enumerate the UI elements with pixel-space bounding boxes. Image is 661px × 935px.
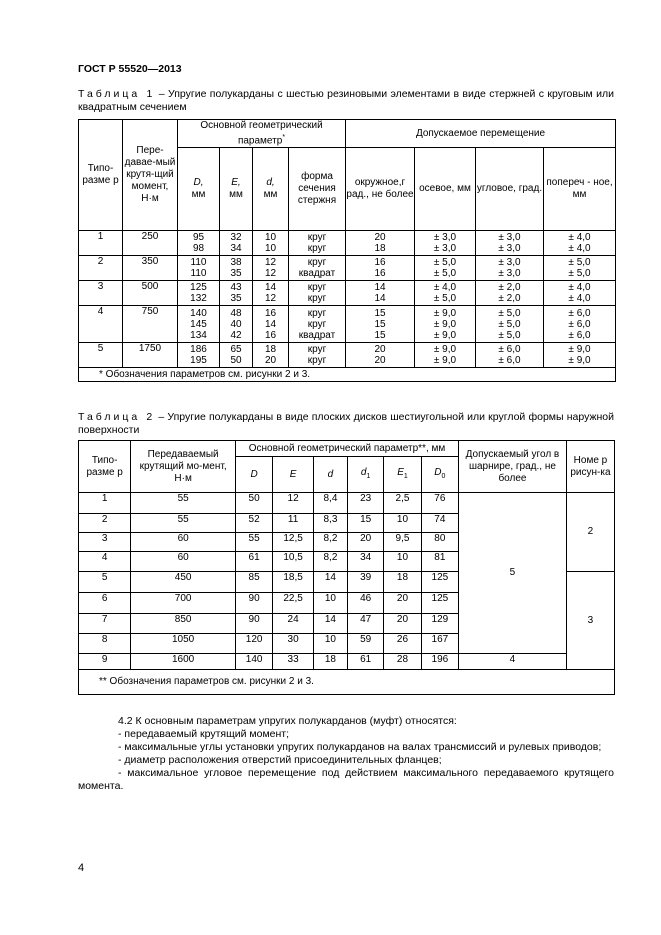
table2-cell-D: 61 bbox=[235, 552, 272, 572]
table2-cell-angle-group1: 5 bbox=[459, 493, 567, 654]
table1-cell-E bbox=[220, 343, 253, 368]
table2-caption-text: – Упругие полукарданы в виде плоских дисков шестиугольной или круглой формы наружной поверхности bbox=[78, 411, 614, 436]
table1-cell-D bbox=[178, 256, 220, 281]
table1-cell-D-line: 195 bbox=[190, 355, 207, 367]
table2-cell-E: 24 bbox=[273, 614, 314, 634]
table2-cell-torque: 60 bbox=[131, 533, 236, 552]
table1-header-D: D, мм bbox=[178, 148, 220, 231]
table2-header-E1: $E_1$ bbox=[384, 457, 421, 493]
table1-cell-shape-line: круг bbox=[307, 257, 327, 269]
table1-cell-torque: 250 bbox=[123, 231, 178, 256]
table1-cell-angular bbox=[476, 343, 544, 368]
table2-cell-E: 30 bbox=[273, 634, 314, 654]
table1-cell-angular-line: ± 2,0 bbox=[498, 282, 521, 294]
table2-caption-label: Таблица 2 bbox=[78, 411, 156, 423]
table1-note: * Обозначения параметров см. рисунки 2 и 3. bbox=[79, 368, 616, 382]
table1-cell-radial bbox=[544, 306, 616, 343]
table2-cell-d: 8,2 bbox=[313, 552, 347, 572]
table1-cell-D-line: 95 bbox=[192, 232, 205, 244]
table1-cell-shape-line: квадрат bbox=[298, 268, 336, 280]
table1-cell-circumferential-line: 16 bbox=[374, 268, 386, 280]
table1-cell-radial-line: ± 6,0 bbox=[568, 318, 591, 330]
table1-cell-type: 2 bbox=[79, 256, 123, 281]
table1-cell-d-line: 12 bbox=[264, 293, 277, 305]
table1-header-shape: форма сечения стержня bbox=[289, 148, 346, 231]
table1-cell-d-line: 18 bbox=[264, 344, 277, 356]
table1-cell-D-line: 125 bbox=[190, 282, 207, 294]
table1-cell-circumferential-line: 15 bbox=[374, 318, 386, 330]
table1-cell-radial bbox=[544, 281, 616, 306]
table1-cell-D bbox=[178, 231, 220, 256]
table2-cell-type: 5 bbox=[79, 572, 131, 593]
table2-cell-D0: 129 bbox=[421, 614, 458, 634]
table1-row bbox=[79, 343, 616, 368]
table1-cell-radial-line: ± 5,0 bbox=[568, 257, 591, 269]
table2-cell-type: 6 bbox=[79, 593, 131, 614]
table1-cell-E-line: 35 bbox=[230, 268, 242, 280]
table2-caption bbox=[78, 411, 614, 437]
table1-cell-axial bbox=[415, 306, 476, 343]
table1-cell-D-line: 110 bbox=[190, 257, 207, 269]
table2-cell-torque: 60 bbox=[131, 552, 236, 572]
table2-header-geom: Основной геометрический параметр**, мм bbox=[235, 441, 458, 457]
table1-cell-axial bbox=[415, 343, 476, 368]
table1-cell-E-line: 65 bbox=[230, 344, 242, 356]
table1-cell-axial-line: ± 9,0 bbox=[433, 329, 457, 341]
section-lead: 4.2 К основным параметрам упругих полукарданов (муфт) относятся: bbox=[118, 715, 457, 727]
table1-cell-shape bbox=[289, 256, 346, 281]
table1-cell-torque: 350 bbox=[123, 256, 178, 281]
table1-cell-D-line: 145 bbox=[190, 318, 207, 330]
page-number: 4 bbox=[78, 862, 85, 874]
table2-cell-D: 52 bbox=[235, 514, 272, 533]
table2-cell-d1: 61 bbox=[348, 654, 384, 670]
table1-caption-text: – Упругие полукарданы с шестью резиновыми элементами в виде стержней с круговым или квадратным сечением bbox=[78, 88, 614, 113]
table1-cell-axial-line: ± 9,0 bbox=[433, 344, 457, 356]
table1-cell-axial-line: ± 5,0 bbox=[433, 268, 457, 280]
table1-header-E: E, мм bbox=[220, 148, 253, 231]
table2-cell-E1: 20 bbox=[384, 614, 421, 634]
table2-cell-torque: 55 bbox=[131, 514, 236, 533]
table1-cell-d-line: 10 bbox=[264, 232, 277, 244]
table1-cell-circumferential bbox=[346, 306, 415, 343]
table2-cell-figure-group1: 2 bbox=[566, 493, 614, 572]
document-id: ГОСТ Р 55520—2013 bbox=[78, 63, 182, 75]
table1-cell-axial-line: ± 5,0 bbox=[433, 293, 457, 305]
table1-cell-circumferential-line: 15 bbox=[374, 307, 386, 319]
table1-cell-D-line: 186 bbox=[190, 344, 207, 356]
table1-cell-axial bbox=[415, 256, 476, 281]
table1-cell-shape-line: круг bbox=[307, 318, 327, 330]
table2-cell-type: 3 bbox=[79, 533, 131, 552]
table2-cell-D0: 74 bbox=[421, 514, 458, 533]
table2-header-D0: $D_0$ bbox=[421, 457, 458, 493]
table1-row bbox=[79, 306, 616, 343]
table1-cell-circumferential-line: 14 bbox=[374, 293, 386, 305]
table1-cell-axial-line: ± 9,0 bbox=[433, 307, 457, 319]
section-item: - максимальное угловое перемещение под действием максимального передаваемого крутящего момента. bbox=[78, 767, 614, 792]
table2-cell-type: 1 bbox=[79, 493, 131, 514]
table1-header-displacement: Допускаемое перемещение bbox=[346, 120, 616, 148]
table1-cell-shape-line: круг bbox=[307, 243, 327, 255]
table2-cell-d: 8,3 bbox=[313, 514, 347, 533]
table1-row bbox=[79, 231, 616, 256]
table1-cell-circumferential-line: 14 bbox=[374, 282, 386, 294]
table1-cell-circumferential-line: 20 bbox=[374, 232, 386, 244]
table2-header-angle: Допускаемый угол в шарнире, град., не более bbox=[459, 441, 567, 493]
table1-cell-E bbox=[220, 306, 253, 343]
table1-cell-circumferential bbox=[346, 281, 415, 306]
table2-cell-d: 14 bbox=[313, 572, 347, 593]
table1-cell-radial-line: ± 4,0 bbox=[568, 243, 591, 255]
table2-cell-E1: 20 bbox=[384, 593, 421, 614]
table2-header-figure: Номе р рисун-ка bbox=[566, 441, 614, 493]
table2-header-D: D bbox=[235, 457, 272, 493]
table1-cell-E-line: 40 bbox=[230, 318, 242, 330]
table1-cell-circumferential-line: 16 bbox=[374, 257, 386, 269]
table1-cell-circumferential bbox=[346, 343, 415, 368]
table1-cell-angular-line: ± 3,0 bbox=[498, 243, 521, 255]
table1-cell-shape-line: круг bbox=[307, 293, 327, 305]
table2-cell-D: 55 bbox=[235, 533, 272, 552]
table2-cell-torque: 850 bbox=[131, 614, 236, 634]
table2-cell-d1: 15 bbox=[348, 514, 384, 533]
table1-cell-D bbox=[178, 343, 220, 368]
table1-cell-E-line: 32 bbox=[230, 232, 242, 244]
table2-cell-type: 9 bbox=[79, 654, 131, 670]
table1-cell-angular-line: ± 3,0 bbox=[498, 268, 521, 280]
table1-cell-d-line: 20 bbox=[264, 355, 277, 367]
table1-cell-d-line: 16 bbox=[264, 329, 277, 341]
table1-cell-angular-line: ± 5,0 bbox=[498, 307, 521, 319]
table2-cell-D0: 76 bbox=[421, 493, 458, 514]
table1-cell-axial bbox=[415, 231, 476, 256]
table1-caption bbox=[78, 88, 614, 114]
table2-cell-E1: 2,5 bbox=[384, 493, 421, 514]
table1-cell-shape bbox=[289, 231, 346, 256]
table1-cell-angular-line: ± 5,0 bbox=[498, 329, 521, 341]
table2-cell-E1: 10 bbox=[384, 552, 421, 572]
table1-cell-radial-line: ± 6,0 bbox=[568, 307, 591, 319]
table2 bbox=[78, 440, 615, 695]
table1-cell-D-line: 132 bbox=[190, 293, 207, 305]
table1-cell-circumferential-line: 20 bbox=[374, 344, 386, 356]
table1-cell-axial-line: ± 5,0 bbox=[433, 257, 457, 269]
table1-cell-E bbox=[220, 281, 253, 306]
table1-cell-radial bbox=[544, 343, 616, 368]
table2-cell-E1: 26 bbox=[384, 634, 421, 654]
table1-cell-D-line: 110 bbox=[190, 268, 207, 280]
table2-cell-d1: 34 bbox=[348, 552, 384, 572]
table2-row bbox=[79, 654, 615, 670]
table1-cell-axial-line: ± 3,0 bbox=[433, 243, 457, 255]
table2-header-d1: $d_1$ bbox=[348, 457, 384, 493]
table1-cell-d-line: 10 bbox=[264, 243, 277, 255]
table1-row bbox=[79, 281, 616, 306]
table2-cell-figure-group2: 3 bbox=[566, 572, 614, 670]
table1-cell-D bbox=[178, 306, 220, 343]
table2-cell-torque: 55 bbox=[131, 493, 236, 514]
table1-header-d: d, мм bbox=[253, 148, 289, 231]
table1-cell-angular-line: ± 3,0 bbox=[498, 232, 521, 244]
table1-cell-radial bbox=[544, 256, 616, 281]
table2-cell-d: 18 bbox=[313, 654, 347, 670]
table1-cell-shape-line: квадрат bbox=[298, 329, 336, 341]
table1-cell-axial-line: ± 9,0 bbox=[433, 318, 457, 330]
table1-cell-shape bbox=[289, 306, 346, 343]
table1-cell-shape-line: круг bbox=[307, 232, 327, 244]
table1-cell-type: 3 bbox=[79, 281, 123, 306]
table1-cell-d bbox=[253, 231, 289, 256]
table1-cell-radial-line: ± 4,0 bbox=[568, 282, 591, 294]
table1-cell-angular bbox=[476, 256, 544, 281]
table2-cell-d1: 47 bbox=[348, 614, 384, 634]
table1-cell-E-line: 42 bbox=[230, 329, 242, 341]
table2-cell-D0: 125 bbox=[421, 593, 458, 614]
table1-cell-radial-line: ± 5,0 bbox=[568, 268, 591, 280]
table1-cell-axial-line: ± 3,0 bbox=[433, 232, 457, 244]
table1-cell-torque: 750 bbox=[123, 306, 178, 343]
table1-header-radial: попереч - ное, мм bbox=[544, 148, 616, 231]
section-item: - передаваемый крутящий момент; bbox=[118, 728, 290, 740]
table2-cell-torque: 1600 bbox=[131, 654, 236, 670]
table2-cell-E: 11 bbox=[273, 514, 314, 533]
table2-cell-d: 8,2 bbox=[313, 533, 347, 552]
table2-cell-type: 4 bbox=[79, 552, 131, 572]
table1-cell-angular-line: ± 2,0 bbox=[498, 293, 521, 305]
table1-cell-radial-line: ± 9,0 bbox=[568, 344, 591, 356]
table1-cell-d-line: 14 bbox=[264, 282, 277, 294]
table1-cell-shape-line: круг bbox=[307, 307, 327, 319]
table1-cell-shape bbox=[289, 343, 346, 368]
table2-row bbox=[79, 493, 615, 514]
table1-cell-axial bbox=[415, 281, 476, 306]
table1-cell-type: 1 bbox=[79, 231, 123, 256]
table2-header-E: E bbox=[273, 457, 314, 493]
table2-cell-E1: 9,5 bbox=[384, 533, 421, 552]
table1-cell-radial bbox=[544, 231, 616, 256]
table1-header-angular: угловое, град. bbox=[476, 148, 544, 231]
table1-cell-E-line: 34 bbox=[230, 243, 242, 255]
table1-cell-d bbox=[253, 306, 289, 343]
table2-cell-d1: 59 bbox=[348, 634, 384, 654]
table1-cell-angular-line: ± 6,0 bbox=[498, 355, 521, 367]
table1-cell-d bbox=[253, 256, 289, 281]
table2-cell-d: 10 bbox=[313, 593, 347, 614]
table2-cell-torque: 1050 bbox=[131, 634, 236, 654]
table2-header-d: d bbox=[313, 457, 347, 493]
table1-header-torque: Пере-давае-мый крутя-щий момент, Н·м bbox=[123, 120, 178, 231]
table2-cell-d1: 23 bbox=[348, 493, 384, 514]
table2-cell-D: 120 bbox=[235, 634, 272, 654]
table1-cell-radial-line: ± 4,0 bbox=[568, 293, 591, 305]
table1-cell-angular bbox=[476, 281, 544, 306]
table2-cell-E: 10,5 bbox=[273, 552, 314, 572]
table1-cell-type: 4 bbox=[79, 306, 123, 343]
section-4-2 bbox=[78, 715, 614, 793]
table1-cell-torque: 500 bbox=[123, 281, 178, 306]
table1-cell-E-line: 43 bbox=[230, 282, 242, 294]
table1-header-type: Типо-разме р bbox=[79, 120, 123, 231]
table2-cell-D: 90 bbox=[235, 593, 272, 614]
table2-cell-D0: 167 bbox=[421, 634, 458, 654]
table2-cell-E1: 18 bbox=[384, 572, 421, 593]
table1-cell-d-line: 16 bbox=[264, 307, 277, 319]
table1-cell-angular bbox=[476, 306, 544, 343]
table1-cell-E-line: 50 bbox=[230, 355, 242, 367]
table1-cell-E bbox=[220, 256, 253, 281]
table1-cell-circumferential bbox=[346, 231, 415, 256]
section-item: - максимальные углы установки упругих полукарданов на валах трансмиссий и рулевых приводов; bbox=[118, 741, 602, 753]
table2-cell-D: 90 bbox=[235, 614, 272, 634]
table2-cell-type: 8 bbox=[79, 634, 131, 654]
table1-cell-axial-line: ± 4,0 bbox=[433, 282, 457, 294]
table1-cell-E-line: 35 bbox=[230, 293, 242, 305]
section-item: - диаметр расположения отверстий присоединительных фланцев; bbox=[118, 754, 442, 766]
table1-row bbox=[79, 256, 616, 281]
table1-header-geom: Основной геометрический параметр* bbox=[178, 120, 346, 148]
table2-cell-E: 12,5 bbox=[273, 533, 314, 552]
table2-cell-d: 14 bbox=[313, 614, 347, 634]
table2-cell-D0: 81 bbox=[421, 552, 458, 572]
table1-cell-angular-line: ± 6,0 bbox=[498, 344, 521, 356]
table1-cell-d-line: 14 bbox=[264, 318, 277, 330]
table2-cell-d1: 46 bbox=[348, 593, 384, 614]
table2-cell-d1: 20 bbox=[348, 533, 384, 552]
table2-cell-torque: 700 bbox=[131, 593, 236, 614]
table1-cell-angular-line: ± 5,0 bbox=[498, 318, 521, 330]
table2-cell-d: 8,4 bbox=[313, 493, 347, 514]
table2-cell-D0: 196 bbox=[421, 654, 458, 670]
table2-cell-D: 140 bbox=[235, 654, 272, 670]
table2-cell-E: 12 bbox=[273, 493, 314, 514]
table2-cell-D0: 80 bbox=[421, 533, 458, 552]
table1-cell-d-line: 12 bbox=[264, 257, 277, 269]
table1-cell-E-line: 48 bbox=[230, 307, 242, 319]
table1-cell-torque: 1750 bbox=[123, 343, 178, 368]
table1-cell-shape bbox=[289, 281, 346, 306]
table2-cell-type: 7 bbox=[79, 614, 131, 634]
table1-cell-radial-line: ± 9,0 bbox=[568, 355, 591, 367]
table2-cell-type: 2 bbox=[79, 514, 131, 533]
table1-cell-angular-line: ± 3,0 bbox=[498, 257, 521, 269]
table2-cell-angle-group2: 4 bbox=[459, 654, 567, 670]
table1-cell-shape-line: круг bbox=[307, 355, 327, 367]
table1-cell-radial-line: ± 6,0 bbox=[568, 329, 591, 341]
table1-cell-D-line: 140 bbox=[190, 307, 207, 319]
table1-cell-d-line: 12 bbox=[264, 268, 277, 280]
table2-header-type: Типо-разме р bbox=[79, 441, 131, 493]
table1-cell-D-line: 98 bbox=[192, 243, 205, 255]
table1-cell-radial-line: ± 4,0 bbox=[568, 232, 591, 244]
table1-cell-d bbox=[253, 281, 289, 306]
table1-cell-E bbox=[220, 231, 253, 256]
table1-header-circumferential: окружное,г рад., не более bbox=[346, 148, 415, 231]
table2-note: ** Обозначения параметров см. рисунки 2 и 3. bbox=[79, 670, 615, 695]
table2-cell-D: 50 bbox=[235, 493, 272, 514]
table2-cell-E: 33 bbox=[273, 654, 314, 670]
table2-cell-E: 22,5 bbox=[273, 593, 314, 614]
table2-cell-d1: 39 bbox=[348, 572, 384, 593]
table2-cell-E1: 10 bbox=[384, 514, 421, 533]
table1-cell-E-line: 38 bbox=[230, 257, 242, 269]
table1-cell-circumferential-line: 15 bbox=[374, 329, 386, 341]
table2-cell-d: 10 bbox=[313, 634, 347, 654]
table1-cell-axial-line: ± 9,0 bbox=[433, 355, 457, 367]
table1-cell-D-line: 134 bbox=[190, 329, 207, 341]
table1-cell-d bbox=[253, 343, 289, 368]
table1-cell-circumferential-line: 18 bbox=[374, 243, 386, 255]
table1-cell-shape-line: круг bbox=[307, 344, 327, 356]
table1-cell-type: 5 bbox=[79, 343, 123, 368]
table2-cell-D: 85 bbox=[235, 572, 272, 593]
table1-caption-label: Таблица 1 bbox=[78, 88, 156, 100]
table1-cell-shape-line: круг bbox=[307, 282, 327, 294]
table1-cell-circumferential bbox=[346, 256, 415, 281]
table2-cell-D0: 125 bbox=[421, 572, 458, 593]
table1-cell-D bbox=[178, 281, 220, 306]
table1-header-axial: осевое, мм bbox=[415, 148, 476, 231]
table2-header-torque: Передаваемый крутящий мо-мент, Н·м bbox=[131, 441, 236, 493]
table1-cell-angular bbox=[476, 231, 544, 256]
table1 bbox=[78, 119, 616, 382]
table2-cell-torque: 450 bbox=[131, 572, 236, 593]
table1-cell-circumferential-line: 20 bbox=[374, 355, 386, 367]
table2-cell-E: 18,5 bbox=[273, 572, 314, 593]
table2-cell-E1: 28 bbox=[384, 654, 421, 670]
